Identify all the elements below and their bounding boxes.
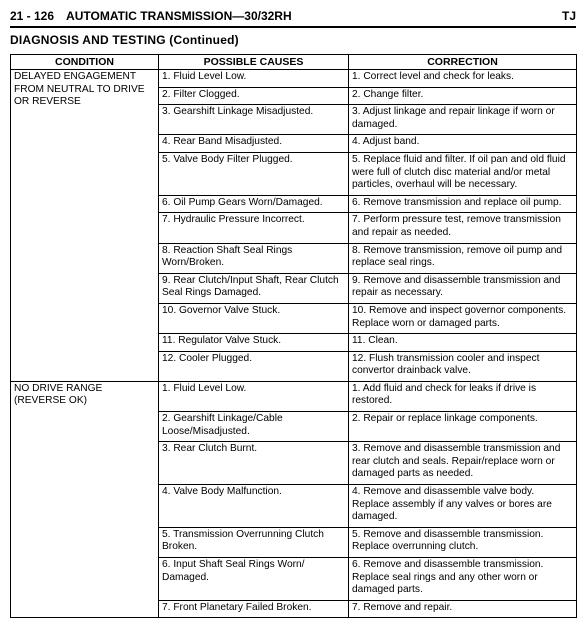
cause-cell: 5. Transmission Overrunning Clutch Broken.	[159, 527, 349, 557]
header-left	[10, 9, 292, 23]
cause-cell: 2. Filter Clogged.	[159, 87, 349, 105]
table-header-row	[11, 55, 577, 70]
correction-cell: 8. Remove transmission, remove oil pump and replace seal rings.	[349, 243, 577, 273]
column-header-condition: CONDITION	[11, 55, 159, 70]
correction-cell: 3. Adjust linkage and repair linkage if worn or damaged.	[349, 105, 577, 135]
cause-cell: 11. Regulator Valve Stuck.	[159, 334, 349, 352]
table-row	[11, 70, 577, 88]
correction-cell: 7. Perform pressure test, remove transmission and repair as needed.	[349, 213, 577, 243]
correction-cell: 4. Remove and disassemble valve body. Replace assembly if any valves or bores are damaged.	[349, 485, 577, 528]
cause-cell: 12. Cooler Plugged.	[159, 351, 349, 381]
correction-cell: 2. Change filter.	[349, 87, 577, 105]
correction-cell: 6. Remove and disassemble transmission. Replace seal rings and any other worn or damaged parts.	[349, 558, 577, 601]
column-header-correction: CORRECTION	[349, 55, 577, 70]
page-title: DIAGNOSIS AND TESTING (Continued)	[10, 33, 239, 47]
diagnosis-table	[10, 54, 577, 618]
cause-cell: 4. Valve Body Malfunction.	[159, 485, 349, 528]
cause-cell: 1. Fluid Level Low.	[159, 70, 349, 88]
cause-cell: 1. Fluid Level Low.	[159, 381, 349, 411]
cause-cell: 5. Valve Body Filter Plugged.	[159, 152, 349, 195]
cause-cell: 2. Gearshift Linkage/Cable Loose/Misadjusted.	[159, 412, 349, 442]
correction-cell: 6. Remove transmission and replace oil pump.	[349, 195, 577, 213]
condition-cell: DELAYED ENGAGEMENT FROM NEUTRAL TO DRIVE OR REVERSE	[11, 70, 159, 382]
correction-cell: 3. Remove and disassemble transmission and rear clutch and seals. Repair/replace worn or damaged parts as needed.	[349, 442, 577, 485]
correction-cell: 5. Remove and disassemble transmission. Replace overrunning clutch.	[349, 527, 577, 557]
correction-cell: 1. Correct level and check for leaks.	[349, 70, 577, 88]
cause-cell: 8. Reaction Shaft Seal Rings Worn/Broken.	[159, 243, 349, 273]
cause-cell: 6. Oil Pump Gears Worn/Damaged.	[159, 195, 349, 213]
page-header	[10, 6, 576, 28]
cause-cell: 7. Hydraulic Pressure Incorrect.	[159, 213, 349, 243]
correction-cell: 5. Replace fluid and filter. If oil pan and old fluid were full of clutch disc material and/or metal particles, overhaul will be necessary.	[349, 152, 577, 195]
model-code: TJ	[561, 9, 576, 23]
correction-cell: 11. Clean.	[349, 334, 577, 352]
cause-cell: 10. Governor Valve Stuck.	[159, 303, 349, 333]
cause-cell: 9. Rear Clutch/Input Shaft, Rear Clutch Seal Rings Damaged.	[159, 273, 349, 303]
table-row	[11, 381, 577, 411]
page-number: 21 - 126	[10, 9, 55, 23]
cause-cell: 6. Input Shaft Seal Rings Worn/ Damaged.	[159, 558, 349, 601]
table-body	[11, 70, 577, 618]
correction-cell: 7. Remove and repair.	[349, 600, 577, 618]
column-header-causes: POSSIBLE CAUSES	[159, 55, 349, 70]
correction-cell: 12. Flush transmission cooler and inspect convertor drainback valve.	[349, 351, 577, 381]
correction-cell: 9. Remove and disassemble transmission and repair as necessary.	[349, 273, 577, 303]
cause-cell: 4. Rear Band Misadjusted.	[159, 135, 349, 153]
cause-cell: 7. Front Planetary Failed Broken.	[159, 600, 349, 618]
condition-cell: NO DRIVE RANGE (REVERSE OK)	[11, 381, 159, 618]
correction-cell: 4. Adjust band.	[349, 135, 577, 153]
correction-cell: 2. Repair or replace linkage components.	[349, 412, 577, 442]
section-title-running: AUTOMATIC TRANSMISSION—30/32RH	[66, 9, 292, 23]
cause-cell: 3. Gearshift Linkage Misadjusted.	[159, 105, 349, 135]
correction-cell: 10. Remove and inspect governor components. Replace worn or damaged parts.	[349, 303, 577, 333]
correction-cell: 1. Add fluid and check for leaks if drive is restored.	[349, 381, 577, 411]
cause-cell: 3. Rear Clutch Burnt.	[159, 442, 349, 485]
